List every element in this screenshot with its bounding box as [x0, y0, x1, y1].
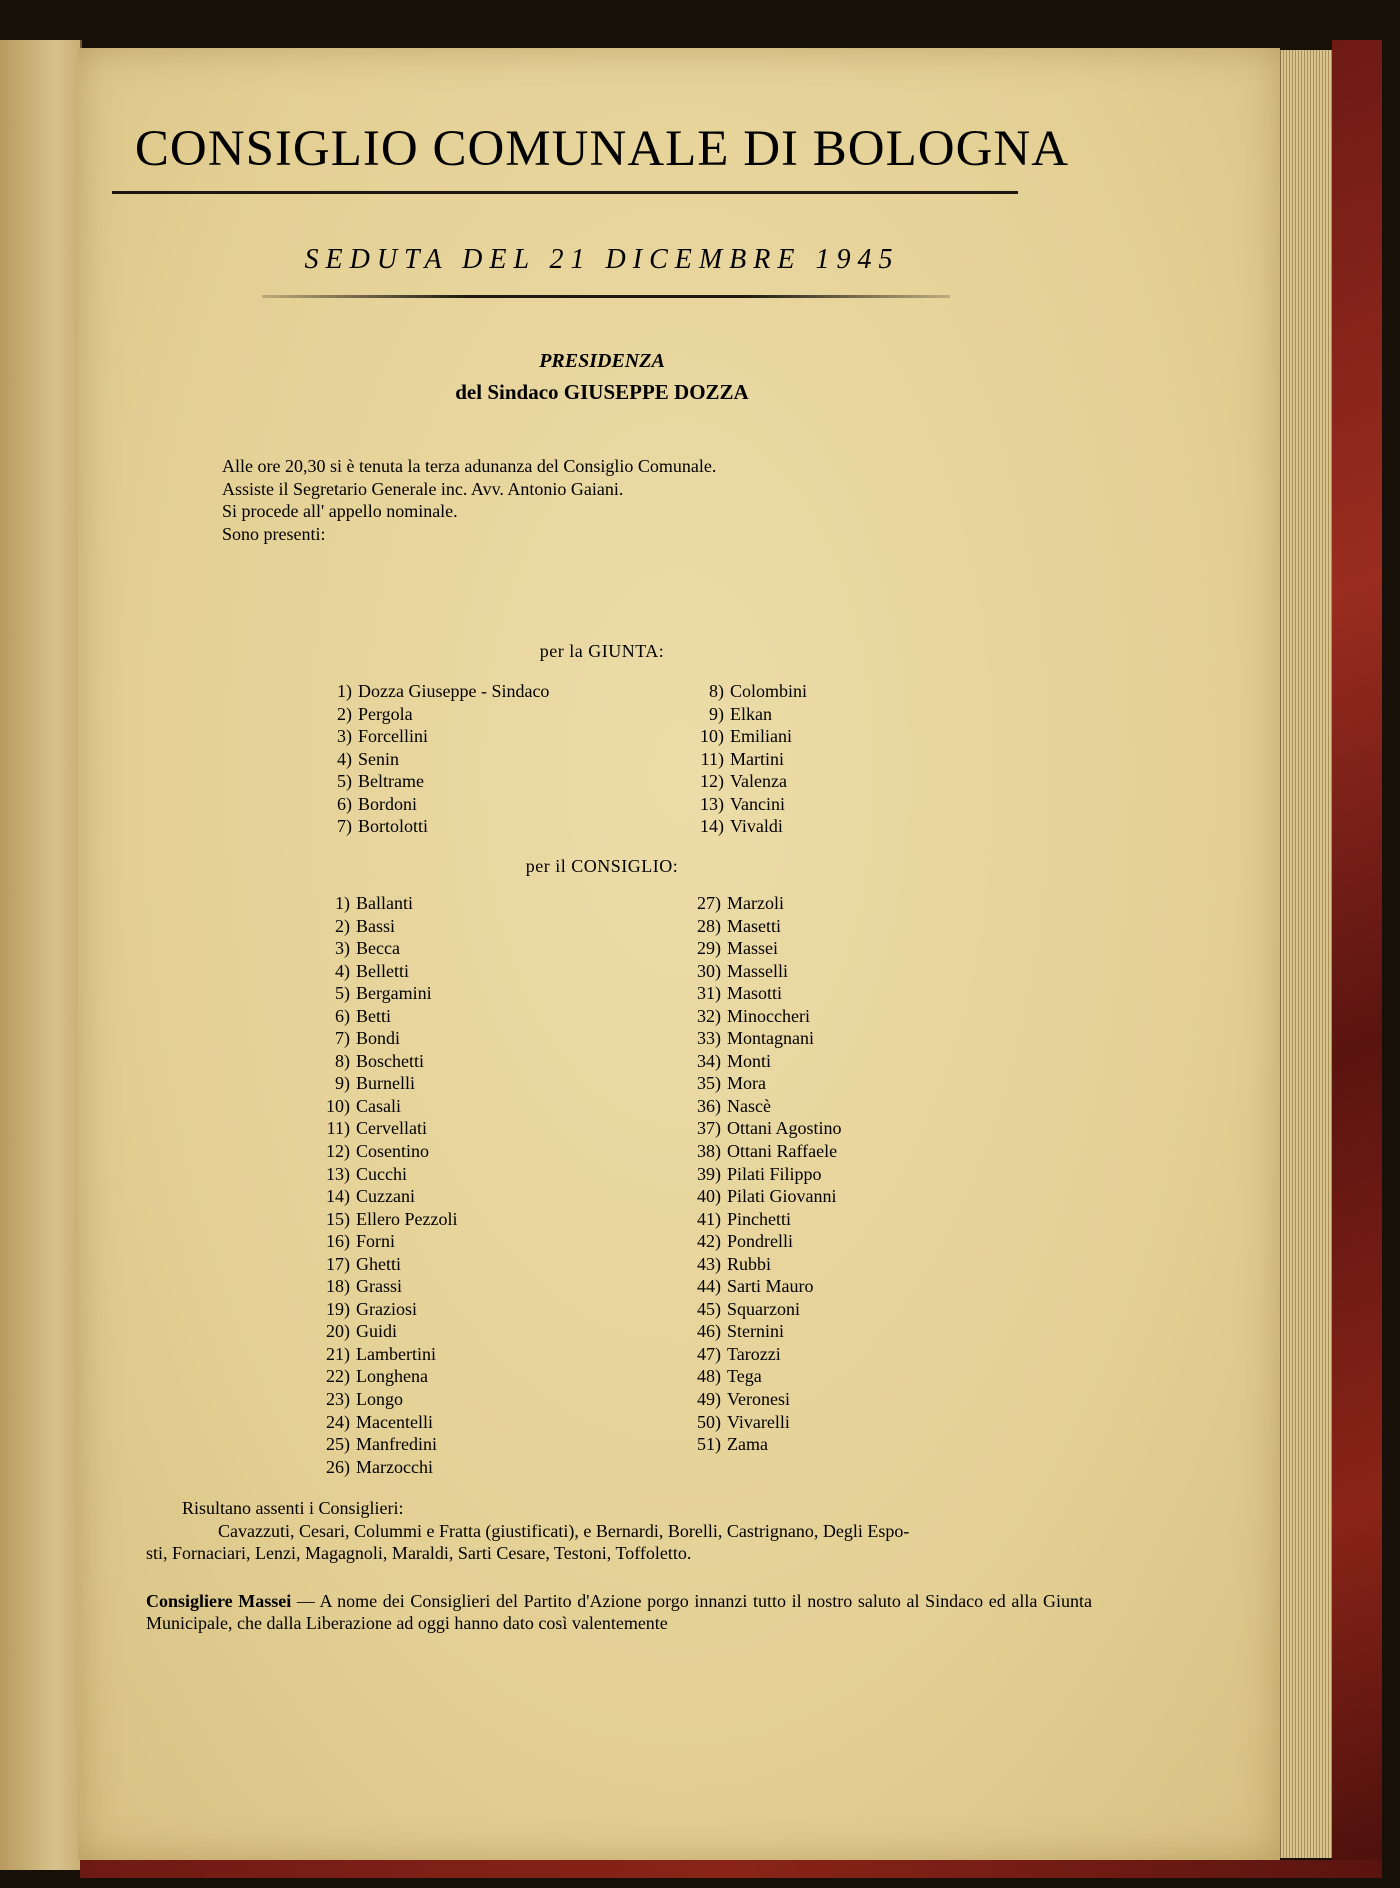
list-item-number: 34) [697, 1050, 721, 1071]
list-item-number: 10) [700, 726, 724, 747]
list-item [667, 1117, 842, 1140]
document-title: CONSIGLIO COMUNALE DI BOLOGNA [134, 121, 1070, 177]
list-item-name: Minoccheri [727, 1005, 810, 1026]
list-item-number: 8) [335, 1050, 350, 1071]
list-item-number: 45) [697, 1298, 721, 1319]
list-item-name: Forni [356, 1231, 396, 1252]
list-item [303, 725, 549, 748]
list-item-number: 13) [326, 1163, 350, 1184]
list-item-number: 38) [697, 1141, 721, 1162]
list-item-name: Pilati Filippo [727, 1163, 822, 1184]
list-item-number: 24) [326, 1411, 350, 1432]
presidency-chair: del Sindaco GIUSEPPE DOZZA [455, 380, 749, 404]
title-rule [112, 191, 1018, 194]
list-item-number: 42) [697, 1231, 721, 1252]
giunta-list-right [675, 680, 807, 838]
list-item-name: Pergola [358, 703, 413, 724]
list-item [303, 748, 549, 771]
list-item-name: Tarozzi [727, 1343, 781, 1364]
list-item [303, 815, 549, 838]
list-item-number: 6) [337, 793, 352, 814]
list-item-number: 49) [697, 1389, 721, 1410]
list-item [667, 937, 842, 960]
list-item-name: Martini [730, 748, 784, 769]
list-item-name: Bassi [356, 915, 396, 936]
list-item [675, 770, 807, 793]
giunta-heading: per la GIUNTA: [539, 641, 665, 661]
absent-heading: Risultano assenti i Consiglieri: [182, 1498, 404, 1518]
list-item-name: Cucchi [356, 1163, 407, 1184]
list-item [667, 1140, 842, 1163]
list-item [667, 1275, 842, 1298]
list-item [296, 960, 457, 983]
list-item-name: Cervellati [356, 1118, 427, 1139]
list-item [296, 1117, 457, 1140]
list-item-name: Bordoni [358, 793, 418, 814]
list-item [296, 1388, 457, 1411]
list-item [667, 1230, 842, 1253]
list-item [303, 770, 549, 793]
list-item-name: Marzoli [727, 893, 784, 913]
list-item [296, 1163, 457, 1186]
list-item-name: Manfredini [356, 1434, 437, 1455]
list-item-number: 6) [335, 1005, 350, 1026]
list-item [675, 703, 807, 726]
list-item [667, 1343, 842, 1366]
list-item-name: Becca [356, 938, 400, 959]
list-item-name: Colombini [730, 681, 808, 701]
list-item-name: Bergamini [356, 983, 432, 1004]
session-date: SEDUTA DEL 21 DICEMBRE 1945 [304, 244, 900, 275]
list-item-name: Cosentino [356, 1141, 430, 1162]
list-item-number: 39) [697, 1163, 721, 1184]
list-item [667, 915, 842, 938]
list-item [296, 1185, 457, 1208]
list-item [303, 793, 549, 816]
list-item-number: 8) [709, 681, 724, 701]
intro-line: Assiste il Segretario Generale inc. Avv. Antonio Gaiani. [222, 478, 624, 499]
list-item [667, 1027, 842, 1050]
list-item [675, 793, 807, 816]
list-item-name: Nascè [727, 1095, 771, 1116]
list-item-number: 5) [337, 771, 352, 792]
list-item [675, 725, 807, 748]
list-item-name: Emiliani [730, 726, 792, 747]
list-item-number: 36) [697, 1095, 721, 1116]
list-item [667, 1208, 842, 1231]
list-item-name: Belletti [356, 960, 409, 981]
list-item-name: Senin [358, 748, 400, 769]
list-item-number: 11) [700, 748, 724, 769]
list-item-name: Vivaldi [730, 816, 783, 837]
list-item-name: Monti [727, 1050, 772, 1071]
intro-line: Si procede all' appello nominale. [222, 501, 458, 521]
list-item-number: 13) [700, 793, 724, 814]
list-item [296, 1275, 457, 1298]
list-item-number: 2) [337, 703, 352, 724]
list-item-number: 18) [326, 1276, 350, 1297]
list-item-number: 35) [697, 1073, 721, 1094]
list-item [296, 1433, 457, 1456]
list-item-number: 33) [697, 1028, 721, 1049]
list-item-number: 26) [326, 1456, 350, 1477]
list-item [296, 1208, 457, 1231]
consiglio-list-right [667, 892, 842, 1456]
list-item-name: Bondi [356, 1028, 401, 1049]
list-item-name: Vivarelli [727, 1411, 790, 1432]
list-item-name: Ballanti [356, 893, 413, 913]
consiglio-heading: per il CONSIGLIO: [525, 856, 679, 876]
list-item [296, 1230, 457, 1253]
list-item-name: Masselli [727, 960, 788, 981]
list-item [667, 1411, 842, 1434]
list-item-name: Dozza Giuseppe - Sindaco [358, 681, 550, 701]
list-item [675, 748, 807, 771]
list-item-name: Tega [727, 1366, 762, 1387]
list-item [303, 680, 549, 703]
list-item [296, 1140, 457, 1163]
list-item-number: 14) [700, 816, 724, 837]
list-item-name: Veronesi [727, 1389, 790, 1410]
list-item-name: Macentelli [356, 1411, 433, 1432]
list-item-name: Squarzoni [727, 1298, 800, 1319]
list-item-number: 7) [335, 1028, 350, 1049]
list-item-number: 25) [326, 1434, 350, 1455]
list-item-name: Vancini [730, 793, 785, 814]
list-item [296, 1072, 457, 1095]
list-item [667, 1253, 842, 1276]
list-item-name: Forcellini [358, 726, 428, 747]
list-item-name: Pinchetti [727, 1208, 791, 1229]
list-item-name: Lambertini [356, 1343, 436, 1364]
book-cover [1332, 40, 1382, 1870]
list-item [296, 1027, 457, 1050]
book-cover-bottom [80, 1860, 1382, 1878]
speech-text: — A nome dei Consiglieri del Partito d'Azione porgo innanzi tutto il nostro saluto al Sindaco ed alla Giunta Municipale, che dalla Liberazione ad oggi hanno dato così valentemente [146, 1591, 1092, 1633]
list-item-number: 41) [697, 1208, 721, 1229]
list-item-number: 12) [326, 1141, 350, 1162]
list-item-number: 46) [697, 1321, 721, 1342]
list-item-number: 10) [326, 1095, 350, 1116]
list-item-name: Betti [356, 1005, 391, 1026]
list-item-number: 30) [697, 960, 721, 981]
list-item-name: Masetti [727, 915, 781, 936]
list-item-number: 29) [697, 938, 721, 959]
list-item-number: 7) [337, 816, 352, 837]
list-item-number: 27) [697, 893, 721, 913]
page-edges-stack [1280, 50, 1333, 1858]
list-item [296, 1411, 457, 1434]
list-item-number: 4) [337, 748, 352, 769]
list-item-name: Bortolotti [358, 816, 429, 837]
list-item-number: 12) [700, 771, 724, 792]
list-item-number: 1) [337, 681, 352, 701]
list-item-name: Montagnani [727, 1028, 814, 1049]
intro-line: Alle ore 20,30 si è tenuta la terza adunanza del Consiglio Comunale. [222, 456, 717, 476]
list-item [667, 1388, 842, 1411]
list-item-number: 21) [326, 1343, 350, 1364]
list-item [667, 1095, 842, 1118]
list-item-name: Pilati Giovanni [727, 1186, 837, 1207]
absent-section [146, 1497, 1092, 1565]
list-item [303, 703, 549, 726]
list-item-number: 9) [709, 703, 724, 724]
list-item [667, 892, 842, 915]
consiglio-list-left [296, 892, 457, 1478]
list-item-number: 1) [335, 893, 350, 913]
list-item-number: 32) [697, 1005, 721, 1026]
list-item-name: Graziosi [356, 1298, 417, 1319]
list-item [675, 815, 807, 838]
list-item-name: Sternini [727, 1321, 784, 1342]
list-item-name: Longhena [356, 1366, 428, 1387]
list-item [296, 937, 457, 960]
absent-line [182, 1520, 1092, 1543]
left-page-edge [0, 40, 82, 1870]
list-item-number: 47) [697, 1343, 721, 1364]
list-item-number: 5) [335, 983, 350, 1004]
list-item [667, 1005, 842, 1028]
list-item-name: Marzocchi [356, 1456, 433, 1477]
list-item-name: Grassi [356, 1276, 402, 1297]
list-item-number: 28) [697, 915, 721, 936]
list-item-name: Rubbi [727, 1253, 772, 1274]
list-item-name: Guidi [356, 1321, 398, 1342]
list-item-number: 43) [697, 1253, 721, 1274]
list-item-name: Ghetti [356, 1253, 401, 1274]
list-item-name: Ottani Agostino [727, 1118, 842, 1139]
list-item [296, 1320, 457, 1343]
list-item-number: 48) [697, 1366, 721, 1387]
list-item [296, 1005, 457, 1028]
speaker-name: Consigliere Massei [146, 1591, 292, 1611]
list-item-name: Sarti Mauro [727, 1276, 814, 1297]
list-item-number: 31) [697, 983, 721, 1004]
list-item [667, 1072, 842, 1095]
list-item-number: 50) [697, 1411, 721, 1432]
intro-paragraph [222, 455, 1022, 545]
list-item-name: Ottani Raffaele [727, 1141, 838, 1162]
list-item [667, 1185, 842, 1208]
list-item-number: 2) [335, 915, 350, 936]
session-rule [262, 295, 950, 298]
list-item [667, 982, 842, 1005]
list-item-name: Ellero Pezzoli [356, 1208, 458, 1229]
list-item [296, 1456, 457, 1479]
list-item-number: 9) [335, 1073, 350, 1094]
presidency-label: PRESIDENZA [539, 350, 665, 372]
list-item-name: Burnelli [356, 1073, 415, 1094]
list-item [296, 915, 457, 938]
list-item [296, 892, 457, 915]
list-item-number: 23) [326, 1389, 350, 1410]
list-item-name: Valenza [730, 771, 787, 792]
list-item [667, 1298, 842, 1321]
list-item-name: Masotti [727, 983, 783, 1004]
speech-paragraph [146, 1590, 1092, 1634]
list-item [296, 982, 457, 1005]
absent-text: sti, Fornaciari, Lenzi, Magagnoli, Maraldi, Sarti Cesare, Testoni, Toffoletto. [146, 1543, 692, 1563]
list-item [667, 1050, 842, 1073]
list-item-number: 14) [326, 1186, 350, 1207]
list-item-number: 22) [326, 1366, 350, 1387]
list-item-name: Massei [727, 938, 778, 959]
list-item [296, 1343, 457, 1366]
giunta-list-left [303, 680, 549, 838]
list-item-name: Boschetti [356, 1050, 424, 1071]
list-item [296, 1298, 457, 1321]
list-item [667, 960, 842, 983]
list-item-number: 16) [326, 1231, 350, 1252]
list-item-number: 11) [326, 1118, 350, 1139]
list-item [667, 1433, 842, 1456]
list-item-name: Elkan [730, 703, 772, 724]
list-item-number: 51) [697, 1434, 721, 1455]
list-item-number: 37) [697, 1118, 721, 1139]
list-item-number: 40) [697, 1186, 721, 1207]
list-item-number: 17) [326, 1253, 350, 1274]
list-item [296, 1050, 457, 1073]
list-item-number: 20) [326, 1321, 350, 1342]
list-item-name: Zama [727, 1434, 768, 1455]
list-item [667, 1320, 842, 1343]
list-item-number: 44) [697, 1276, 721, 1297]
list-item-name: Casali [356, 1095, 401, 1116]
list-item [675, 680, 807, 703]
absent-text: Cavazzuti, Cesari, Colummi e Fratta (giustificati), e Bernardi, Borelli, Castrignano, Degli Espo- [218, 1520, 910, 1541]
list-item-number: 15) [326, 1208, 350, 1229]
list-item [296, 1095, 457, 1118]
list-item [667, 1163, 842, 1186]
list-item [667, 1365, 842, 1388]
list-item-number: 3) [335, 938, 350, 959]
list-item-name: Longo [356, 1389, 403, 1410]
list-item-number: 4) [335, 960, 350, 981]
list-item-name: Cuzzani [356, 1186, 415, 1207]
list-item [296, 1253, 457, 1276]
list-item-number: 3) [337, 726, 352, 747]
list-item [296, 1365, 457, 1388]
intro-line: Sono presenti: [222, 523, 326, 544]
list-item-name: Beltrame [358, 771, 424, 792]
list-item-name: Pondrelli [727, 1231, 793, 1252]
absent-line [146, 1542, 1092, 1565]
list-item-number: 19) [326, 1298, 350, 1319]
list-item-name: Mora [727, 1073, 766, 1094]
